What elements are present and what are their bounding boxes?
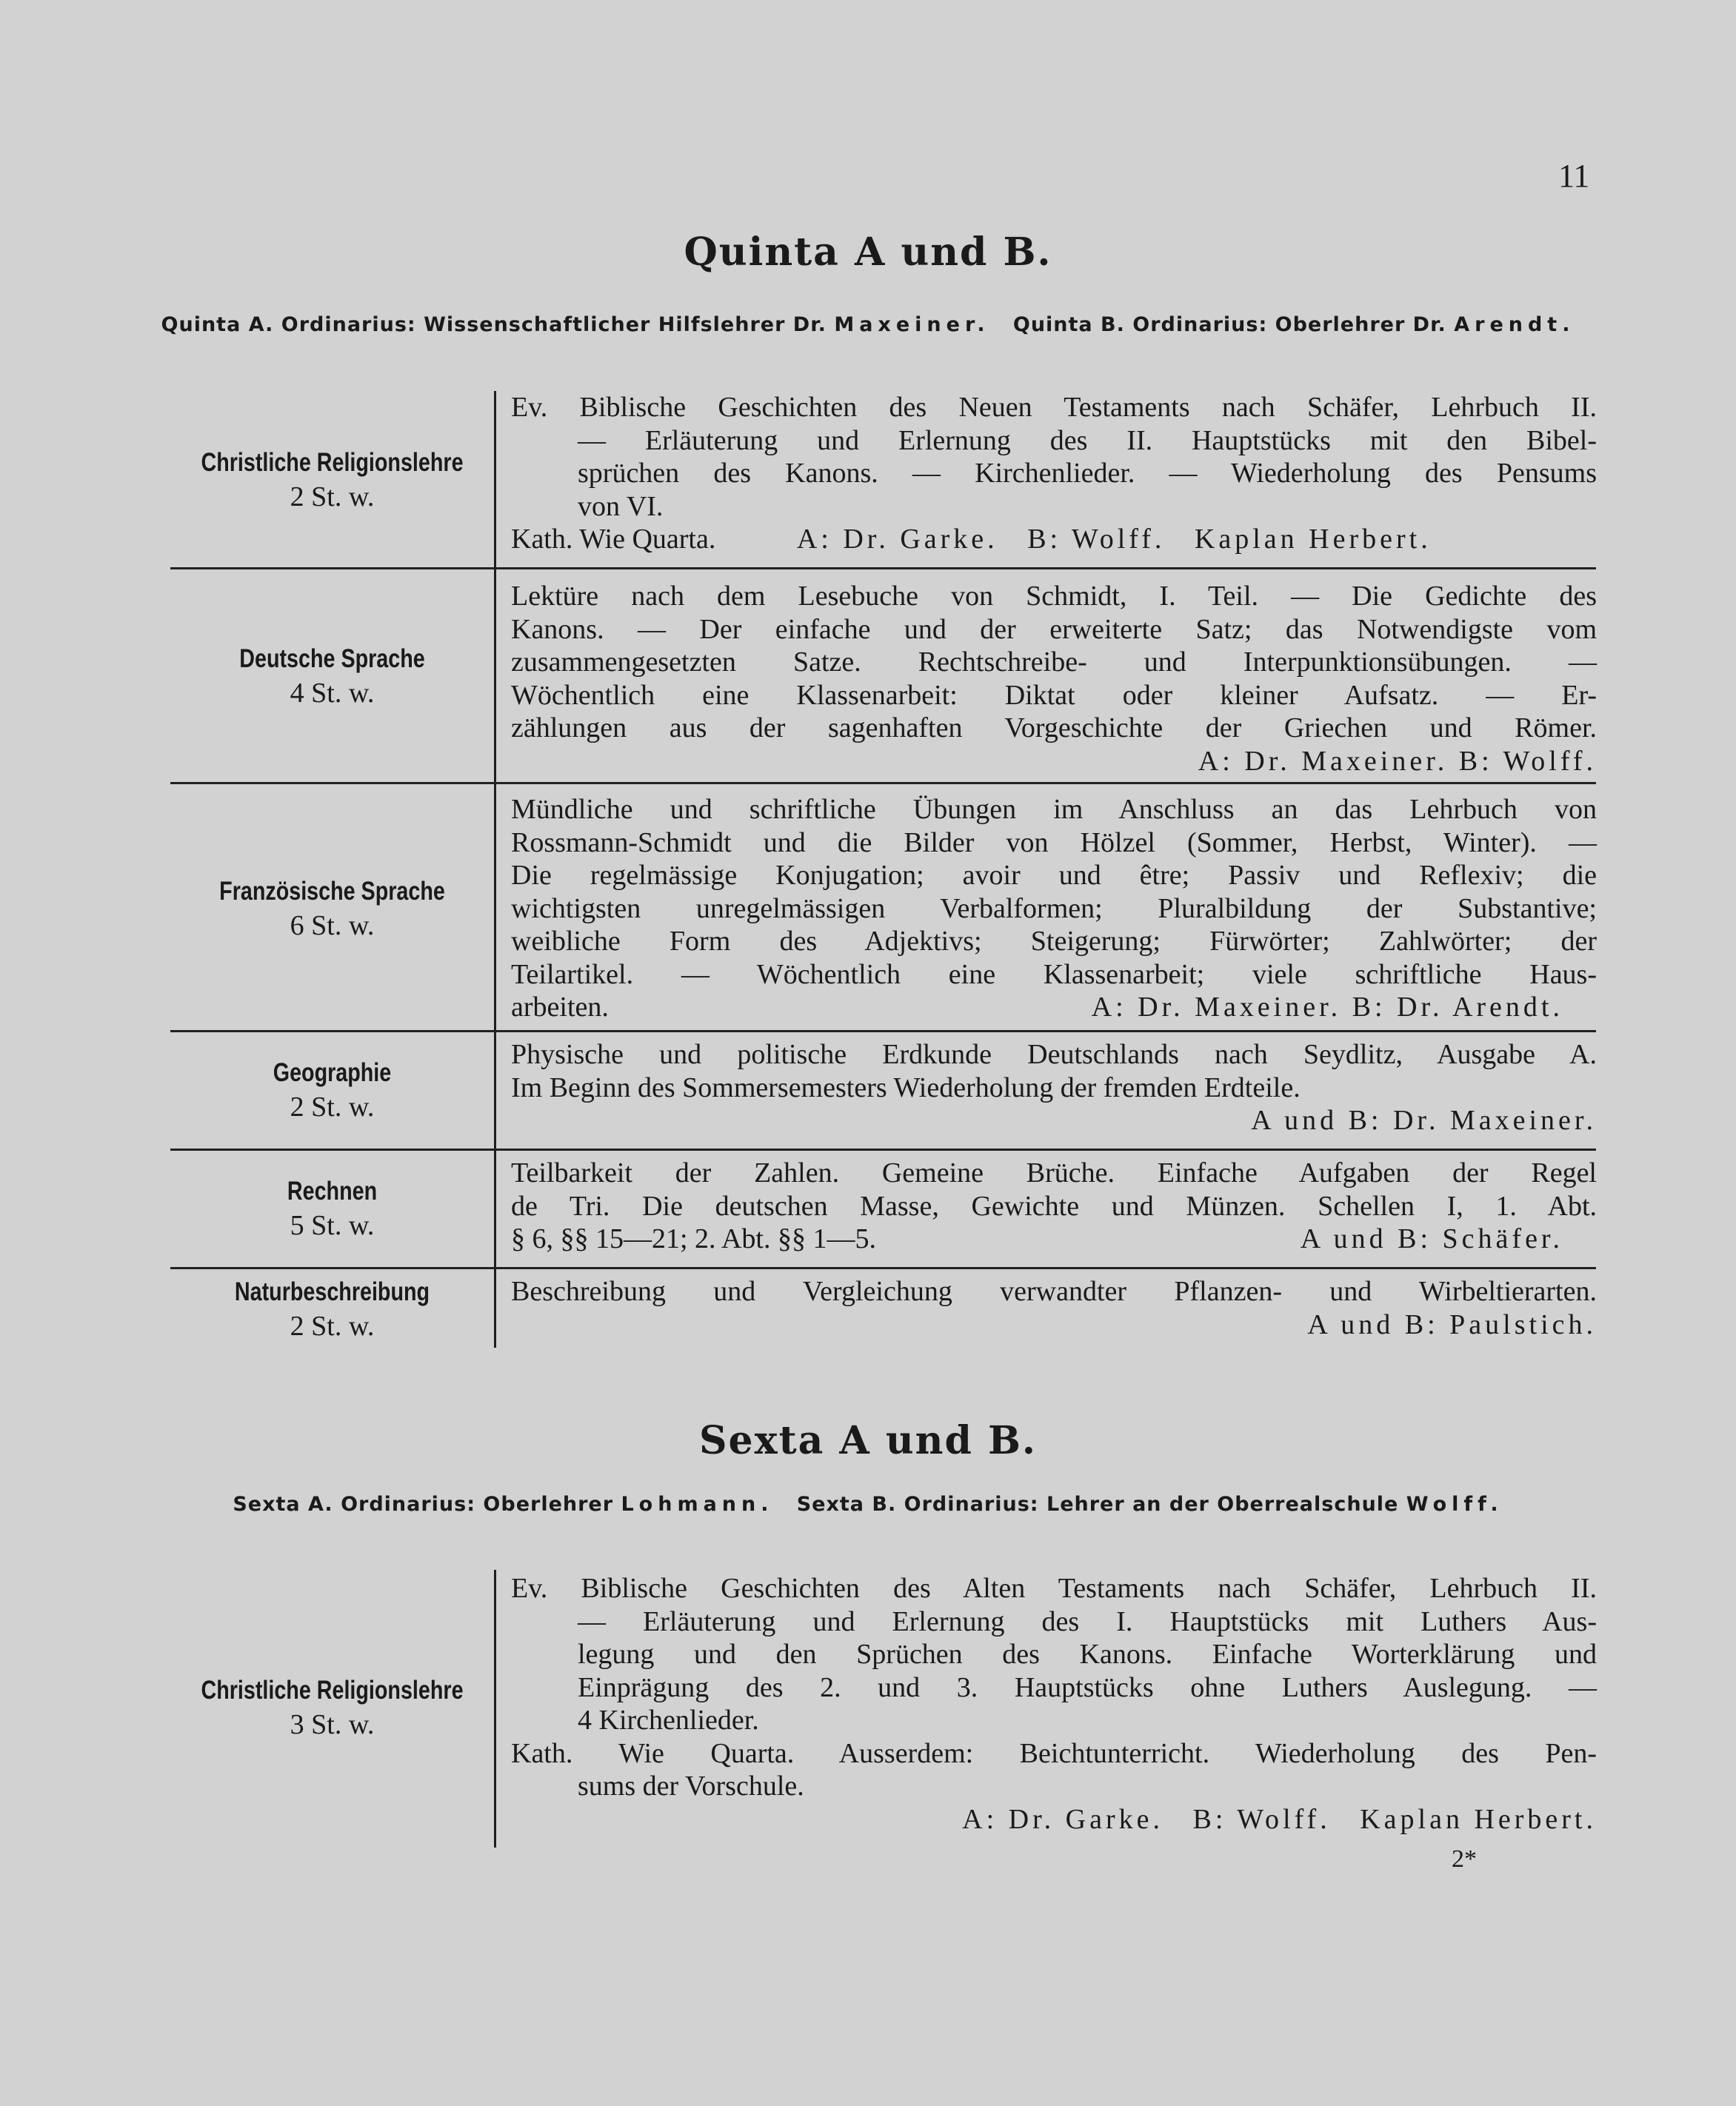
subject-hours: 2 St. w. [290,1311,375,1342]
subject-name: Deutsche Sprache [239,644,425,673]
content-cell [511,391,1597,556]
content-line: Physische und politische Erdkunde Deutschlands nach Seydlitz, Ausgabe A. [511,1039,1597,1070]
teacher-a: A: Dr. Garke. [962,1803,1164,1835]
subject-hours: 4 St. w. [290,678,375,709]
ordinarius-b-name: Wolff. [1406,1493,1503,1516]
subject-cell [170,1674,494,1742]
content-line: legung und den Sprüchen des Kanons. Einfache Worterklärung und [578,1639,1597,1670]
table-row [170,1030,1596,1151]
content-line: von VI. [578,490,664,522]
content-cell [511,793,1597,1024]
table-row [170,1570,1596,1848]
page-number: 11 [1558,158,1590,194]
content-line: Kath. Wie Quarta. Ausserdem: Beichtunterricht. Wiederholung des Pen- [511,1737,1597,1769]
content-last-line: arbeiten. [511,992,609,1023]
content-line: Mündliche und schriftliche Übungen im Anschluss an das Lehrbuch von [511,794,1597,825]
ordinarius-b-prefix: Quinta B. Ordinarius: Oberlehrer Dr. [1012,313,1446,336]
content-line: de Tri. Die deutschen Masse, Gewichte und Münzen. Schellen I, 1. Abt. [511,1190,1597,1222]
teacher-line: A und B: Paulstich. [1307,1308,1597,1340]
ordinarius-b-prefix: Sexta B. Ordinarius: Lehrer an der Oberrealschule [796,1493,1399,1516]
table-row [170,391,1596,567]
content-line: — Erläuterung und Erlernung des II. Hauptstücks mit den Bibel- [578,424,1597,456]
subject-cell [170,1275,494,1343]
teacher-c: Kaplan Herbert. [1194,524,1432,555]
subject-name: Rechnen [287,1177,378,1206]
content-line: Im Beginn des Sommersemesters Wiederholung der fremden Erdteile. [511,1072,1301,1103]
ordinarius-a-name: Maxeiner. [834,313,990,336]
ordinarius-line-sexta [0,1493,1736,1516]
ordinarius-line-quinta [0,313,1736,336]
content-cell [511,1038,1597,1137]
teacher-b: B: Wolff. [1192,1803,1331,1835]
content-line: Teilbarkeit der Zahlen. Gemeine Brüche. Einfache Aufgaben der Regel [511,1157,1597,1189]
content-line: sprüchen des Kanons. — Kirchenlieder. — Wiederholung des Pensums [578,458,1597,489]
subject-cell [170,642,494,710]
subject-cell [170,1174,494,1243]
content-line: Beschreibung und Vergleichung verwandter Pflanzen- und Wirbeltierarten. [511,1276,1597,1307]
subject-hours: 6 St. w. [290,910,375,941]
subject-name: Naturbeschreibung [234,1277,430,1306]
kath-note: Kath. Wie Quarta. [511,524,716,555]
content-line: Lektüre nach dem Lesebuche von Schmidt, I. Teil. — Die Gedichte des [511,581,1597,612]
content-cell [511,1572,1597,1836]
section-heading-sexta: Sexta A und B. [698,1418,1038,1463]
teacher-b: B: Wolff. [1027,524,1166,555]
ordinarius-b-name: Arendt. [1454,313,1575,336]
content-line: Kanons. — Der einfache und der erweiterte Satz; das Notwendigste vom [511,613,1597,645]
table-row [170,782,1596,1032]
curriculum-table-quinta [170,391,1596,1348]
ordinarius-a-name: Lohmann. [621,1493,774,1516]
content-line: Wöchentlich eine Klassenarbeit: Diktat oder kleiner Aufsatz. — Er- [511,679,1597,711]
content-line: Teilartikel. — Wöchentlich eine Klassenarbeit; viele schriftliche Haus- [511,958,1597,990]
teacher-line: A: Dr. Maxeiner. B: Dr. Arendt. [1091,992,1563,1023]
teacher-line: A und B: Dr. Maxeiner. [1251,1105,1597,1136]
subject-name: Christliche Religionslehre [201,448,464,477]
subject-cell [170,1056,494,1124]
subject-name: Französische Sprache [219,877,445,906]
table-row [170,1149,1596,1269]
content-line: zusammengesetzten Satze. Rechtschreibe- und Interpunktionsübungen. — [511,646,1597,678]
content-line: — Erläuterung und Erlernung des I. Hauptstücks mit Luthers Aus- [578,1605,1597,1637]
ordinarius-a-prefix: Sexta A. Ordinarius: Oberlehrer [233,1493,614,1516]
content-cell [511,580,1597,778]
content-cell [511,1275,1597,1341]
content-line [511,1223,1597,1256]
teacher-line [511,1803,1597,1836]
teacher-line: A und B: Schäfer. [1300,1223,1563,1254]
content-line: Die regelmässige Konjugation; avoir und être; Passiv und Reflexiv; die [511,860,1597,891]
content-line: Rossmann-Schmidt und die Bilder von Hölzel (Sommer, Herbst, Winter). — [511,826,1597,858]
content-cell [511,1157,1597,1256]
subject-name: Geographie [273,1058,392,1087]
table-row [170,567,1596,784]
footnote-mark: 2* [1452,1845,1477,1873]
ordinarius-a-prefix: Quinta A. Ordinarius: Wissenschaftlicher Hilfslehrer Dr. [161,313,827,336]
subject-name: Christliche Religionslehre [201,1676,464,1705]
teacher-line: A: Dr. Maxeiner. B: Wolff. [1198,745,1597,777]
content-line [511,523,1597,556]
subject-cell [170,446,494,514]
content-line [511,991,1597,1024]
content-line: sums der Vorschule. [578,1771,804,1802]
table-row [170,1267,1596,1350]
content-line: wichtigsten unregelmässigen Verbalformen; Pluralbildung der Substantive; [511,892,1597,924]
subject-cell [170,875,494,943]
content-line: weibliche Form des Adjektivs; Steigerung; Fürwörter; Zahlwörter; der [511,926,1597,957]
teacher-a: A: Dr. Garke. [796,524,998,555]
subject-hours: 2 St. w. [290,1092,375,1123]
content-last-line: § 6, §§ 15—21; 2. Abt. §§ 1—5. [511,1223,876,1254]
content-line: zählungen aus der sagenhaften Vorgeschichte der Griechen und Römer. [511,712,1597,743]
section-heading-quinta: Quinta A und B. [684,230,1052,275]
content-line: Ev. Biblische Geschichten des Alten Testaments nach Schäfer, Lehrbuch II. [511,1573,1597,1604]
teacher-c: Kaplan Herbert. [1360,1803,1597,1835]
content-line: Einprägung des 2. und 3. Hauptstücks ohne Luthers Auslegung. — [578,1671,1597,1703]
content-line: 4 Kirchenlieder. [578,1705,759,1736]
curriculum-table-sexta [170,1570,1596,1848]
subject-hours: 3 St. w. [290,1709,375,1740]
subject-hours: 2 St. w. [290,481,375,512]
subject-hours: 5 St. w. [290,1210,375,1241]
content-line: Ev. Biblische Geschichten des Neuen Testaments nach Schäfer, Lehrbuch II. [511,392,1597,423]
